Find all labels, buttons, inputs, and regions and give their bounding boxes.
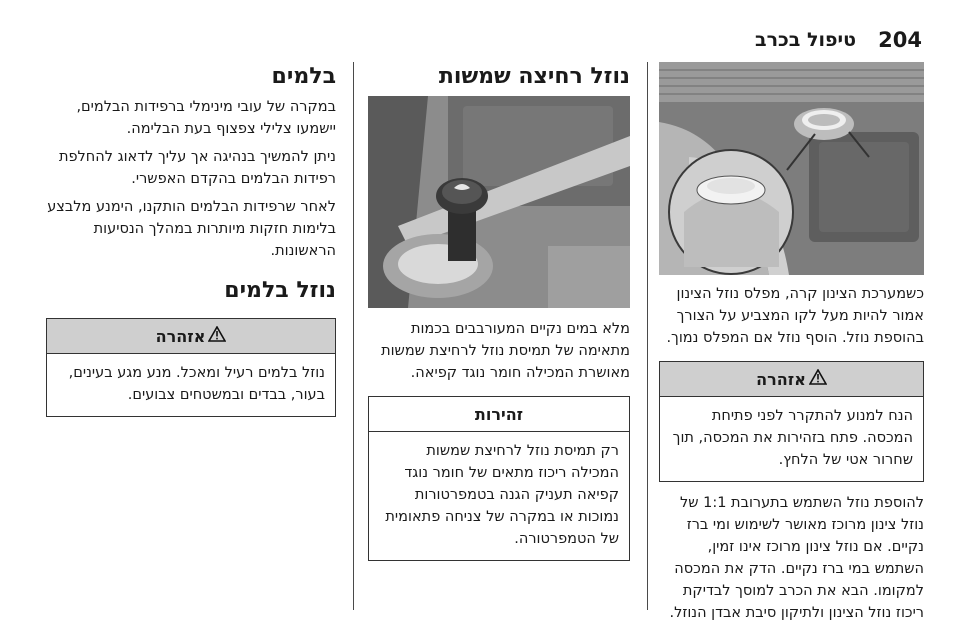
column-divider	[647, 62, 648, 610]
page-header	[622, 28, 922, 58]
coolant-warning-box	[659, 361, 924, 482]
section-title: בלמים	[271, 64, 336, 89]
brake-pads-text: במקרה של עובי מינימלי ברפידות הבלמים, יישמעו צלילי צפצוף בעת הבלימה.	[76, 99, 336, 137]
section-title: נוזל רחיצה שמשות	[438, 64, 630, 89]
warning-text: נוזל בלמים רעיל ומאכל. מנע מגע בעינים, בעור, בבדים ובמשטחים צבועים.	[68, 365, 325, 403]
washer-fill-text: מלא במים נקיים המעורבבים בכמות מתאימה של תמיסת נוזל לרחיצת שמשות מאושרת המכילה חומר נוגד קפיאה.	[381, 321, 630, 381]
caution-title: זהירות	[474, 404, 524, 424]
washer-reservoir-photo	[368, 96, 630, 308]
warning-text: הנח למנוע להתקרר לפני פתיחת המכסה. פתח בזהירות את המכסה, תוך שחרור אטי של הלחץ.	[672, 408, 913, 468]
column-divider	[353, 62, 354, 610]
warning-triangle-icon	[208, 326, 226, 346]
warning-header	[660, 362, 923, 397]
coolant-refill-text: להוספת נוזל השתמש בתערובת 1:1 של נוזל צינון מרוכז מאושר לשימוש ומי ברז נקיים. אם נוזל צינון מרוכז אינו זמין, השתמש במי ברז נקיים. הדק את המכסה למקומו. הבא את הכרב למוסך לבדיקת ריכוז נוזל הצינון ולתיקון סיבת אבדן הנוזל.	[669, 495, 924, 621]
washer-fluid-column	[368, 62, 630, 571]
coolant-column	[659, 62, 924, 630]
warning-title: אזהרה	[756, 369, 806, 389]
caution-text: רק תמיסת נוזל לרחיצת שמשות המכילה ריכוז מתאים של חומר נוגד קפיאה תעניק הגנה בטמפרטורות נמוכות או במקרה של צניחה פתאומית של הטמפרטורה.	[385, 443, 619, 547]
caution-header	[369, 397, 629, 432]
coolant-level-text: כשמערכת הצינון קרה, מפלס נוזל הצינון אמור להיות מעל לקו המצביע על הצורך בהוספת נוזל. הוסף נוזל אם המפלס נמוך.	[666, 286, 924, 346]
coolant-reservoir-photo	[659, 62, 924, 275]
page-title: טיפול בכרב	[754, 29, 856, 51]
brake-pads-bedding-text: לאחר שרפידות הבלמים הותקנו, הימנע מלבצע בלימות חזקות מיותרות במהלך הנסיעות הראשונות.	[47, 199, 336, 259]
caution-box	[368, 396, 630, 561]
warning-header	[47, 319, 335, 354]
brake-fluid-warning-box	[46, 318, 336, 417]
brake-pads-replace-text: ניתן להמשיך בנהיגה אך עליך לדאוג להחלפת רפידות הבלמים בהקדם האפשרי.	[58, 149, 336, 187]
warning-title: אזהרה	[155, 326, 206, 346]
warning-triangle-icon	[809, 369, 827, 389]
section-title: נוזל בלמים	[224, 278, 336, 303]
brakes-column	[46, 62, 336, 427]
page-number: 204	[878, 28, 922, 52]
